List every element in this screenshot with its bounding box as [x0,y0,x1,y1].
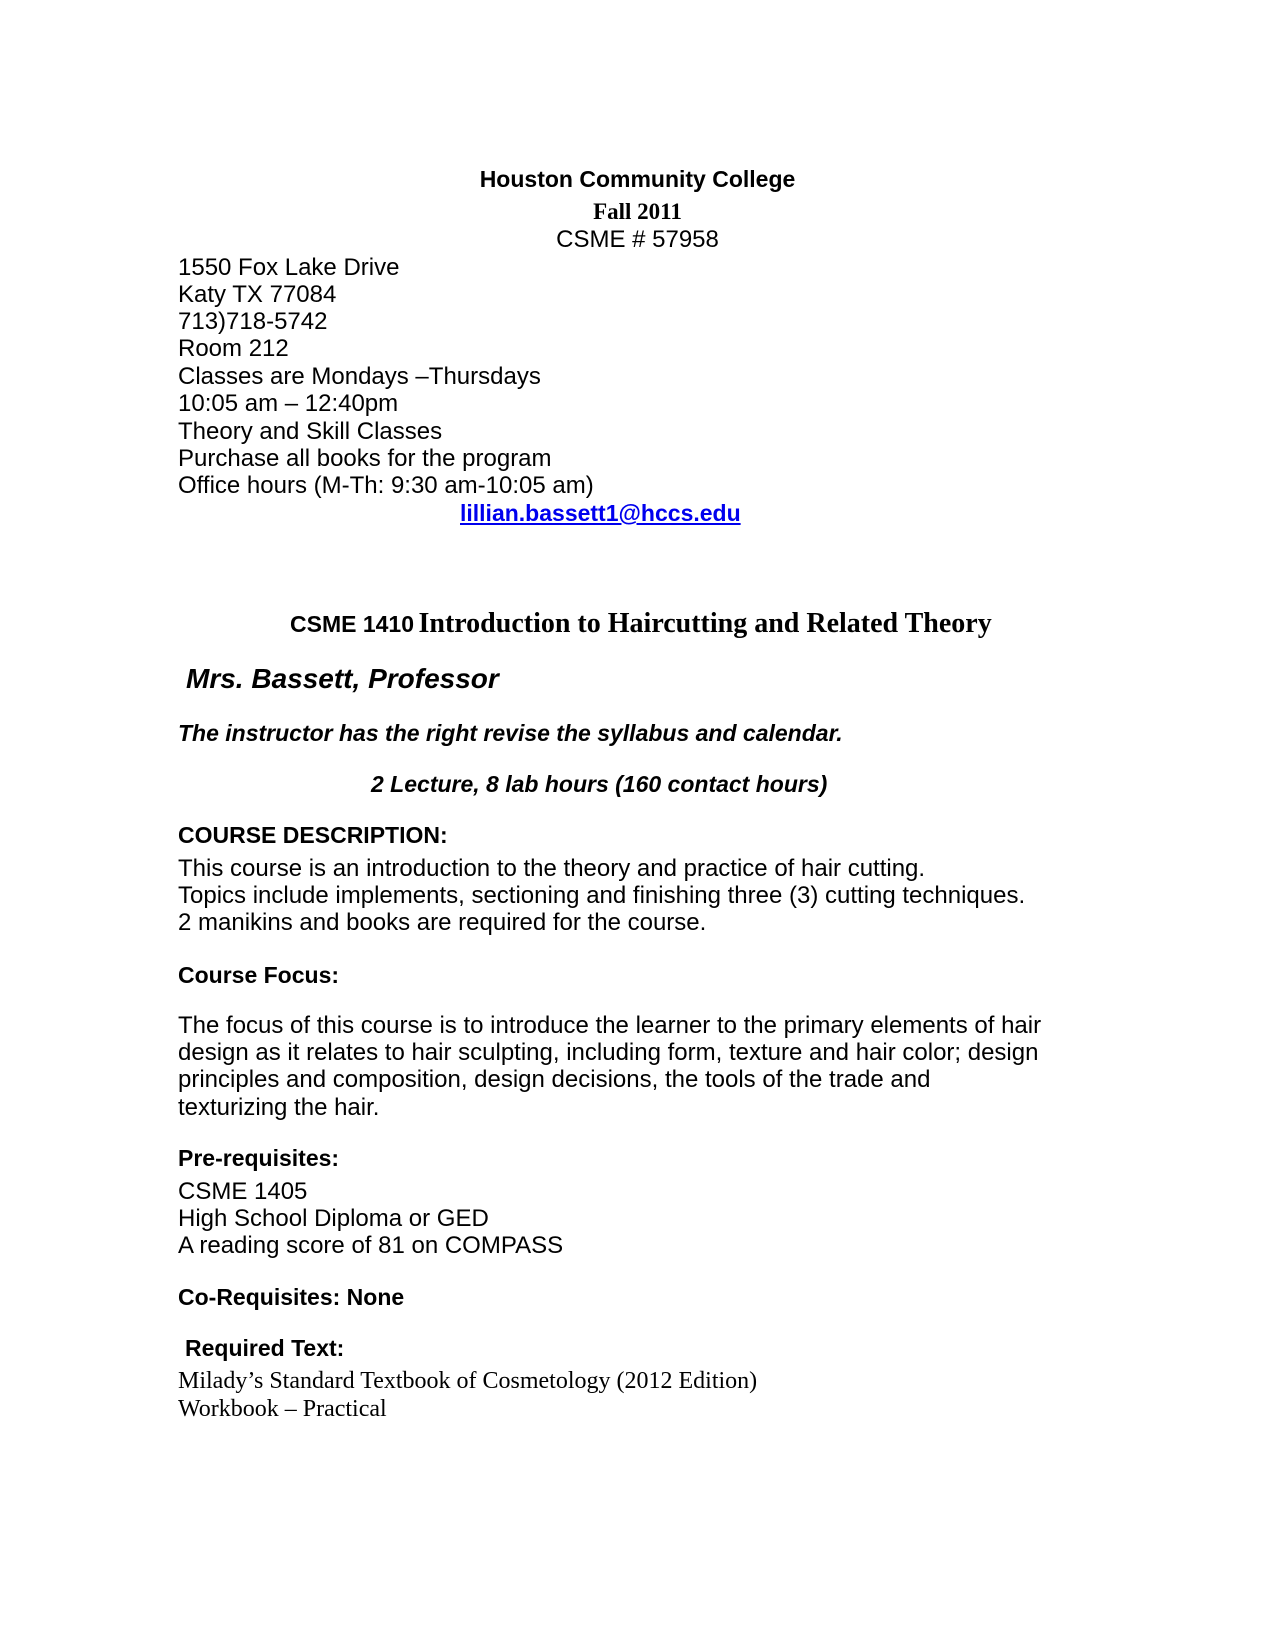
books-line: Purchase all books for the program [178,445,552,472]
instructor-name: Mrs. Bassett, Professor [186,663,499,694]
course-focus-heading: Course Focus: [178,962,340,988]
institution-name: Houston Community College [479,166,796,192]
phone-line: 713)718-5742 [178,308,328,335]
course-description-heading: COURSE DESCRIPTION: [178,822,448,848]
prerequisite-item: CSME 1405 [178,1178,308,1205]
city-line: Katy TX 77084 [178,281,337,308]
revision-note: The instructor has the right revise the syllabus and calendar. [178,720,843,746]
description-line: This course is an introduction to the theory and practice of hair cutting. [178,855,926,882]
description-line: Topics include implements, sectioning and finishing three (3) cutting techniques. [178,882,1026,909]
required-text-item: Workbook – Practical [178,1396,387,1422]
class-days-line: Classes are Mondays –Thursdays [178,363,541,390]
focus-line: The focus of this course is to introduce the learner to the primary elements of hair [178,1012,1042,1039]
room-line: Room 212 [178,335,289,362]
course-title [290,608,992,640]
focus-line: principles and composition, design decisions, the tools of the trade and [178,1066,931,1093]
office-hours-line: Office hours (M-Th: 9:30 am-10:05 am) [178,472,594,499]
description-line: 2 manikins and books are required for the course. [178,909,707,936]
prerequisites-heading: Pre-requisites: [178,1145,340,1171]
prerequisite-item: A reading score of 81 on COMPASS [178,1232,564,1259]
focus-line: texturizing the hair. [178,1094,380,1121]
contact-hours: 2 Lecture, 8 lab hours (160 contact hours) [371,771,828,797]
required-text-heading: Required Text: [185,1335,345,1361]
prerequisite-item: High School Diploma or GED [178,1205,489,1232]
focus-line: design as it relates to hair sculpting, including form, texture and hair color; design [178,1039,1039,1066]
corequisites-heading: Co-Requisites: None [178,1284,405,1310]
course-number: CSME # 57958 [556,226,719,253]
course-code: CSME 1410 [290,611,415,637]
address-line: 1550 Fox Lake Drive [178,254,400,281]
email-link[interactable]: lillian.bassett1@hccs.edu [460,500,741,526]
course-name: Introduction to Haircutting and Related Theory [418,608,992,639]
class-type-line: Theory and Skill Classes [178,418,443,445]
class-time-line: 10:05 am – 12:40pm [178,390,399,417]
required-text-item: Milady’s Standard Textbook of Cosmetology (2012 Edition) [178,1368,758,1394]
term: Fall 2011 [593,199,682,224]
